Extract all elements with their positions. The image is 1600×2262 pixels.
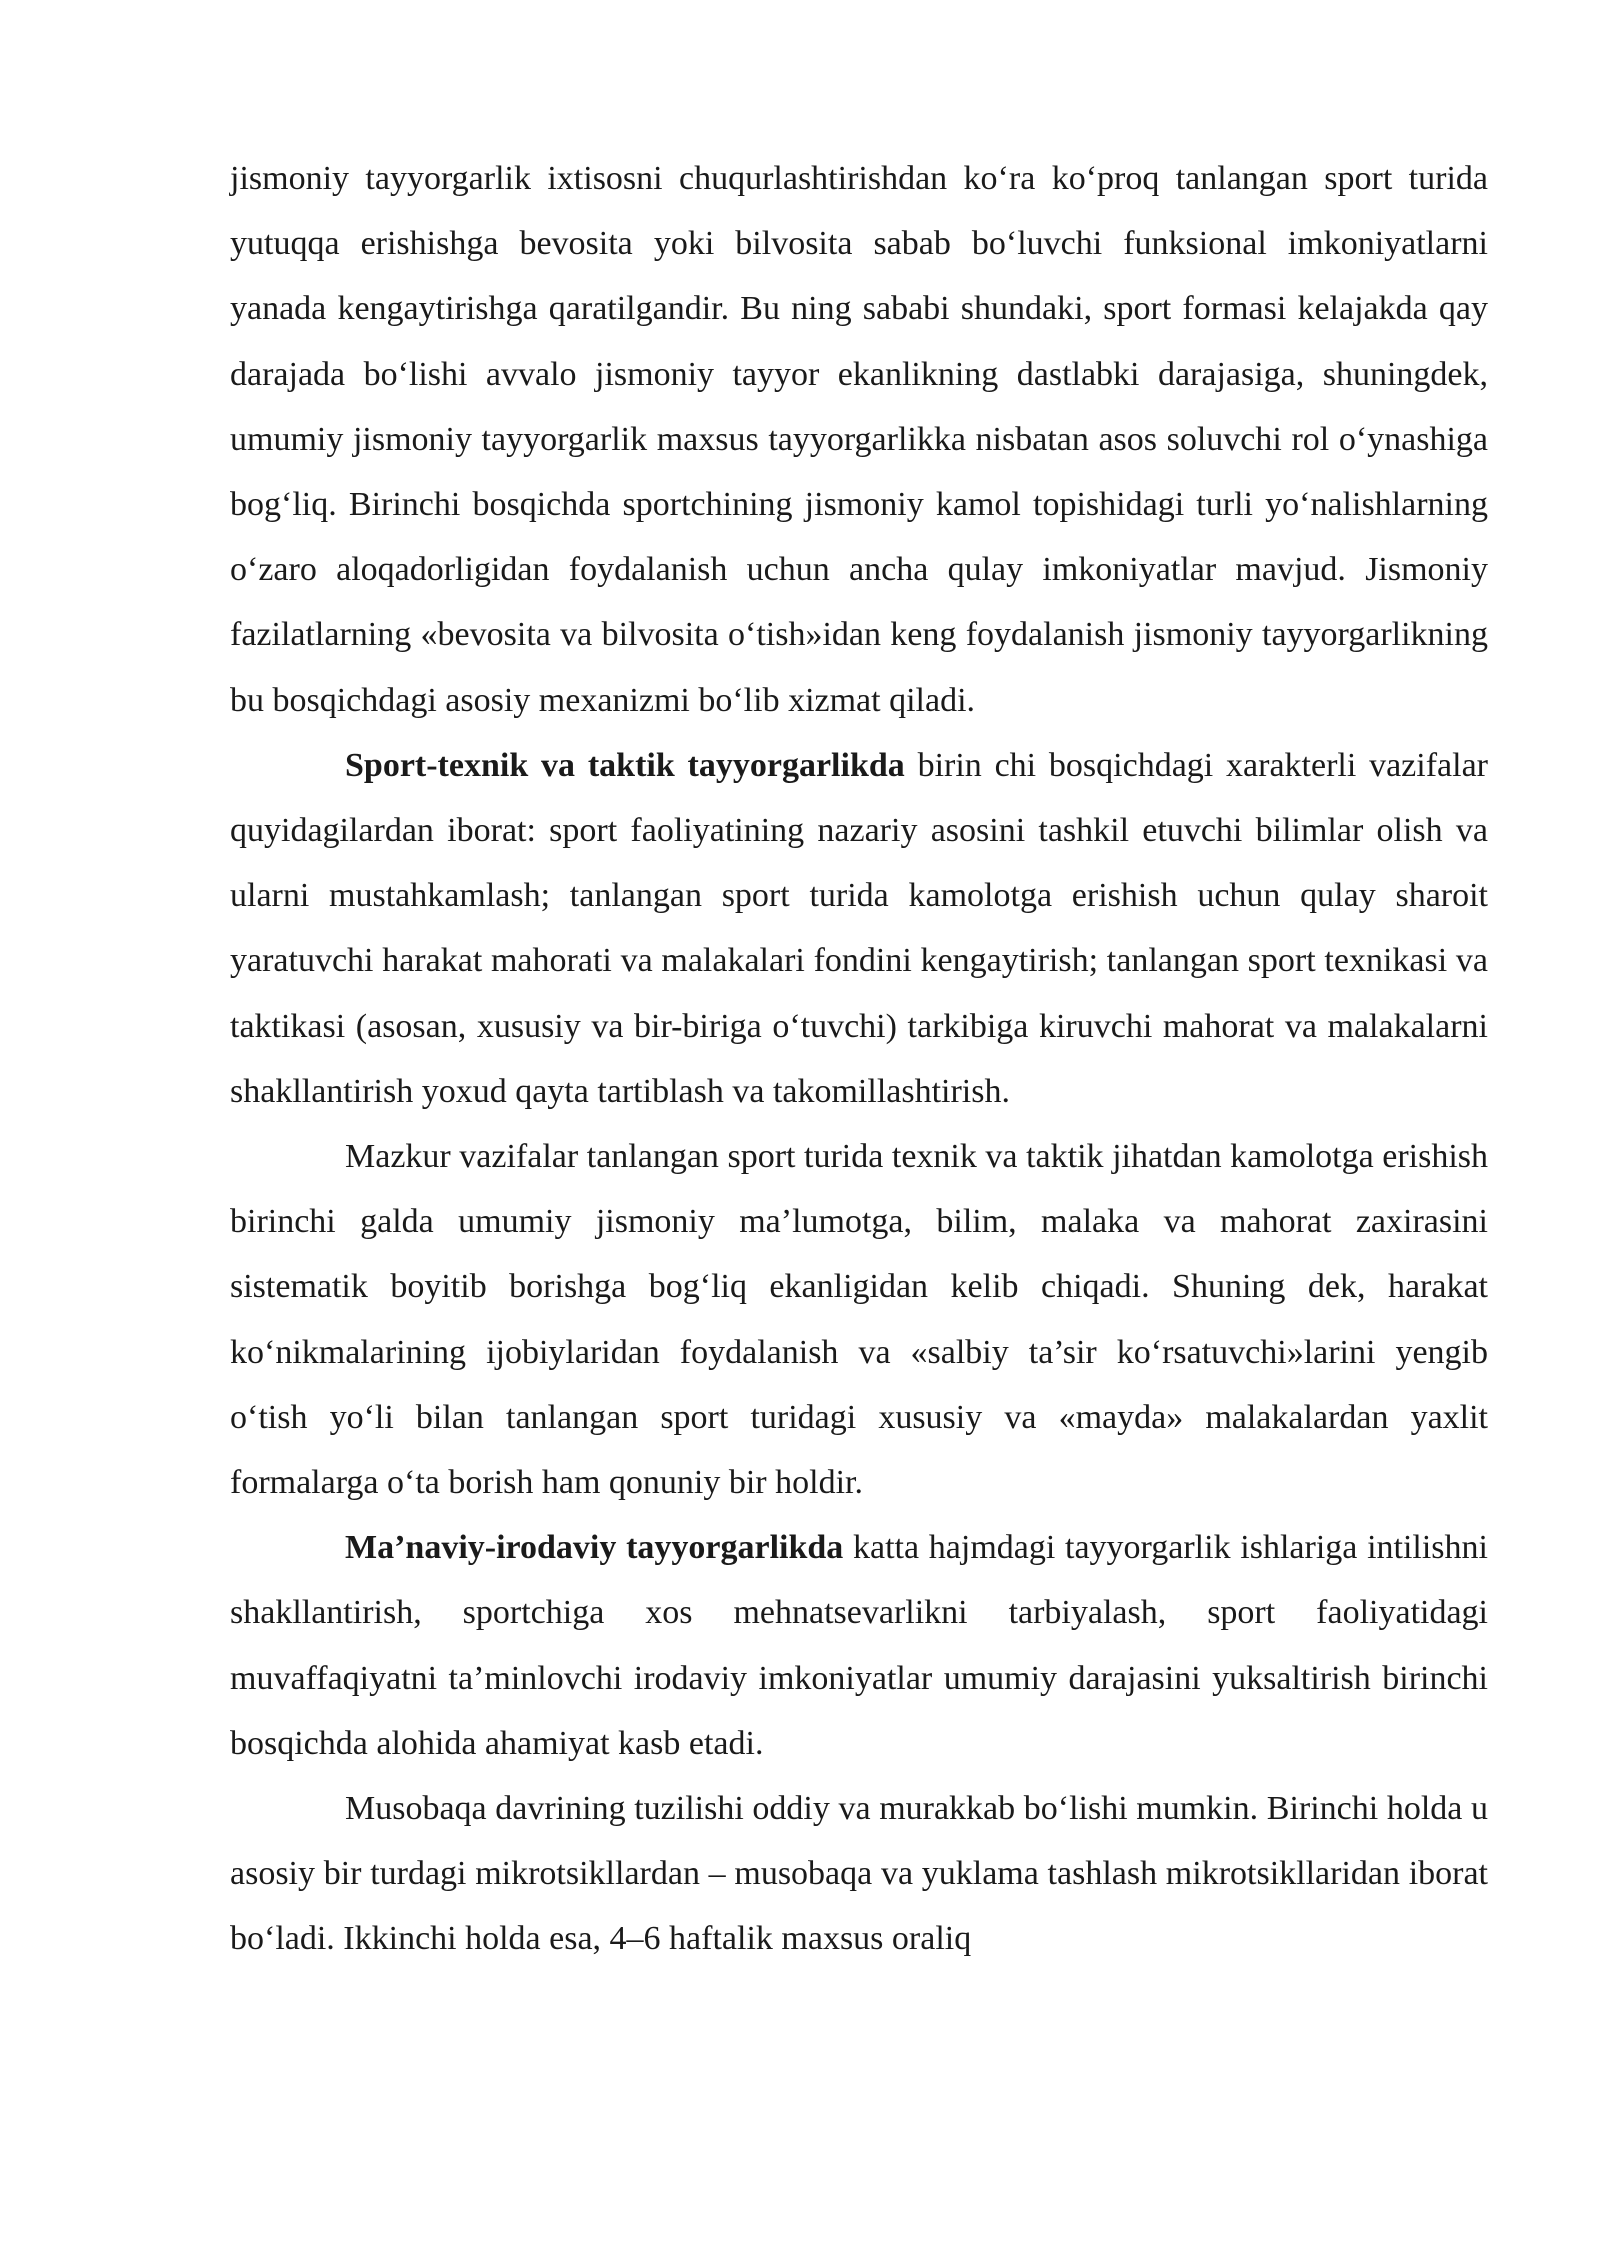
paragraph-4 — [230, 1515, 1488, 1776]
paragraph-4-text: katta hajmdagi tayyorgarlik ishlariga intilishni shakllantirish, sportchiga xos mehnatsevarlikni tarbiyalash, sport faoliyatidagi muvaffaqiyatni ta’minlovchi irodaviy imkoniyatlar umumiy darajasini yuksaltirish birinchi bosqichda alohida ahamiyat kasb etadi. — [230, 1529, 1488, 1762]
paragraph-3 — [230, 1124, 1488, 1515]
paragraph-2-text: birin chi bosqichdagi xarakterli vazifalar quyidagilardan iborat: sport faoliyatining nazariy asosini tashkil etuvchi bilimlar olish va ularni mustahkamlash; tanlangan sport turida kamolotga erishish uchun qulay sharoit yaratuvchi harakat mahorati va malakalari fondini kengaytirish; tanlangan sport texnikasi va taktikasi (asosan, xususiy va bir-biriga o‘tuvchi) tarkibiga kiruvchi mahorat va malakalarni shakllantirish yoxud qayta tartiblash va takomillashtirish. — [230, 746, 1488, 1110]
paragraph-2-lead: Sport-texnik va taktik tayyorgarlikda — [345, 746, 905, 784]
paragraph-2 — [230, 733, 1488, 1124]
paragraph-5 — [230, 1776, 1488, 1972]
document-page — [230, 146, 1488, 1972]
paragraph-1 — [230, 146, 1488, 733]
paragraph-4-lead: Ma’naviy-irodaviy tayyorgarlikda — [345, 1529, 844, 1567]
paragraph-3-text: Mazkur vazifalar tanlangan sport turida texnik va taktik jihatdan kamolotga erishish birinchi galda umumiy jismoniy ma’lumotga, bilim, malaka va mahorat zaxirasini sistematik boyitib borishga bog‘liq ekanligidan kelib chiqadi. Shuning dek, harakat ko‘nikmalarining ijobiylaridan foydalanish va «salbiy ta’sir ko‘rsatuvchi»larini yengib o‘tish yo‘li bilan tanlangan sport turidagi xususiy va «mayda» malakalardan yaxlit formalarga o‘ta borish ham qonuniy bir holdir. — [230, 1138, 1488, 1502]
paragraph-1-text: jismoniy tayyorgarlik ixtisosni chuqurlashtirishdan ko‘ra ko‘proq tanlangan sport turida yutuqqa erishishga bevosita yoki bilvosita sabab bo‘luvchi funksional imkoniyatlarni yanada kengaytirishga qaratilgandir. Bu ning sababi shundaki, sport formasi kelajakda qay darajada bo‘lishi avvalo jismoniy tayyor ekanlikning dastlabki darajasiga, shuningdek, umumiy jismoniy tayyorgarlik maxsus tayyorgarlikka nisbatan asos soluvchi rol o‘ynashiga bog‘liq. Birinchi bosqichda sportchining jismoniy kamol topishidagi turli yo‘nalishlarning o‘zaro aloqadorligidan foydalanish uchun ancha qulay imkoniyatlar mavjud. Jismoniy fazilatlarning «bevosita va bilvosita o‘tish»idan keng foydalanish jismoniy tayyorgarlikning bu bosqichdagi asosiy mexanizmi bo‘lib xizmat qiladi. — [230, 160, 1488, 719]
paragraph-5-text: Musobaqa davrining tuzilishi oddiy va murakkab bo‘lishi mumkin. Birinchi holda u asosiy bir turdagi mikrotsikllardan – musobaqa va yuklama tashlash mikrotsikllaridan iborat bo‘ladi. Ikkinchi holda esa, 4–6 haftalik maxsus oraliq — [230, 1790, 1488, 1958]
